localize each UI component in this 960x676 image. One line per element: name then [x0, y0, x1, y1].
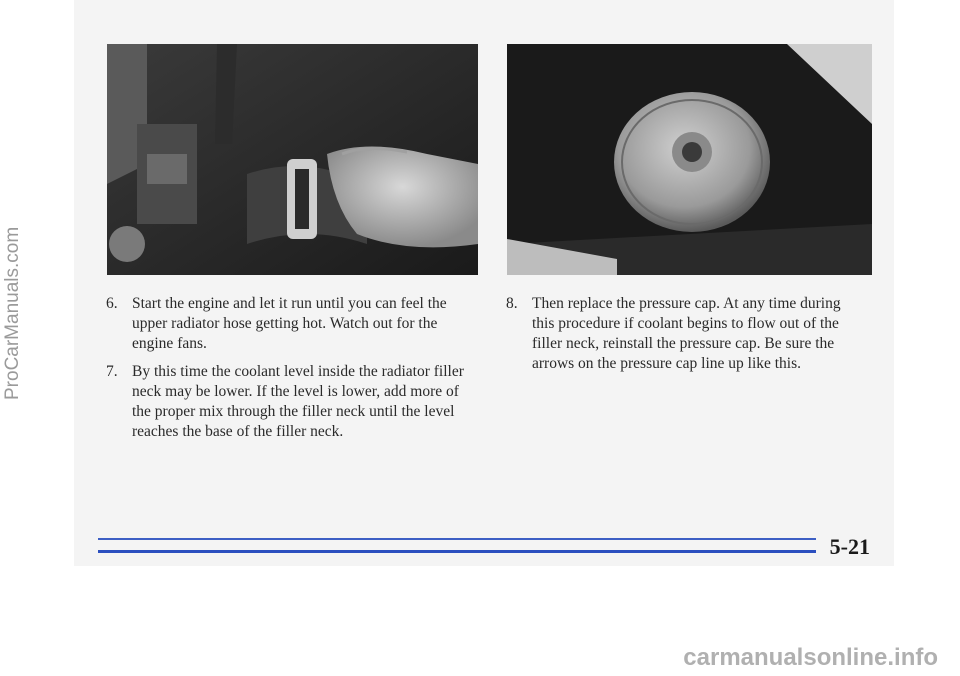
step-6 — [106, 294, 476, 354]
step-list-right — [506, 294, 866, 382]
step-text: By this time the coolant level inside the radiator filler neck may be lower. If the level is lower, add more of the proper mix through the filler neck until the level reaches the base of the filler neck. — [132, 363, 464, 440]
page-number: 5-21 — [829, 534, 870, 559]
step-number: 7. — [106, 363, 118, 380]
step-text: Start the engine and let it run until you can feel the upper radiator hose getting hot. Watch out for the engine fans. — [132, 295, 447, 352]
radiator-hose-photo — [107, 44, 478, 275]
step-text: Then replace the pressure cap. At any time during this procedure if coolant begins to flow out of the filler neck, reinstall the pressure cap. Be sure the arrows on the pressure cap line up like this. — [532, 295, 841, 372]
step-list-left — [106, 294, 476, 450]
step-number: 8. — [506, 295, 518, 312]
step-8 — [506, 294, 866, 374]
pressure-cap-illustration — [507, 44, 872, 275]
footer-rule — [98, 538, 816, 540]
pressure-cap-photo — [507, 44, 872, 275]
step-number: 6. — [106, 295, 118, 312]
radiator-hose-illustration — [107, 44, 478, 275]
side-watermark: ProCarManuals.com — [2, 226, 23, 400]
footer-rule-thick — [98, 550, 816, 553]
step-7 — [106, 362, 476, 442]
bottom-watermark: carmanualsonline.info — [683, 644, 938, 671]
